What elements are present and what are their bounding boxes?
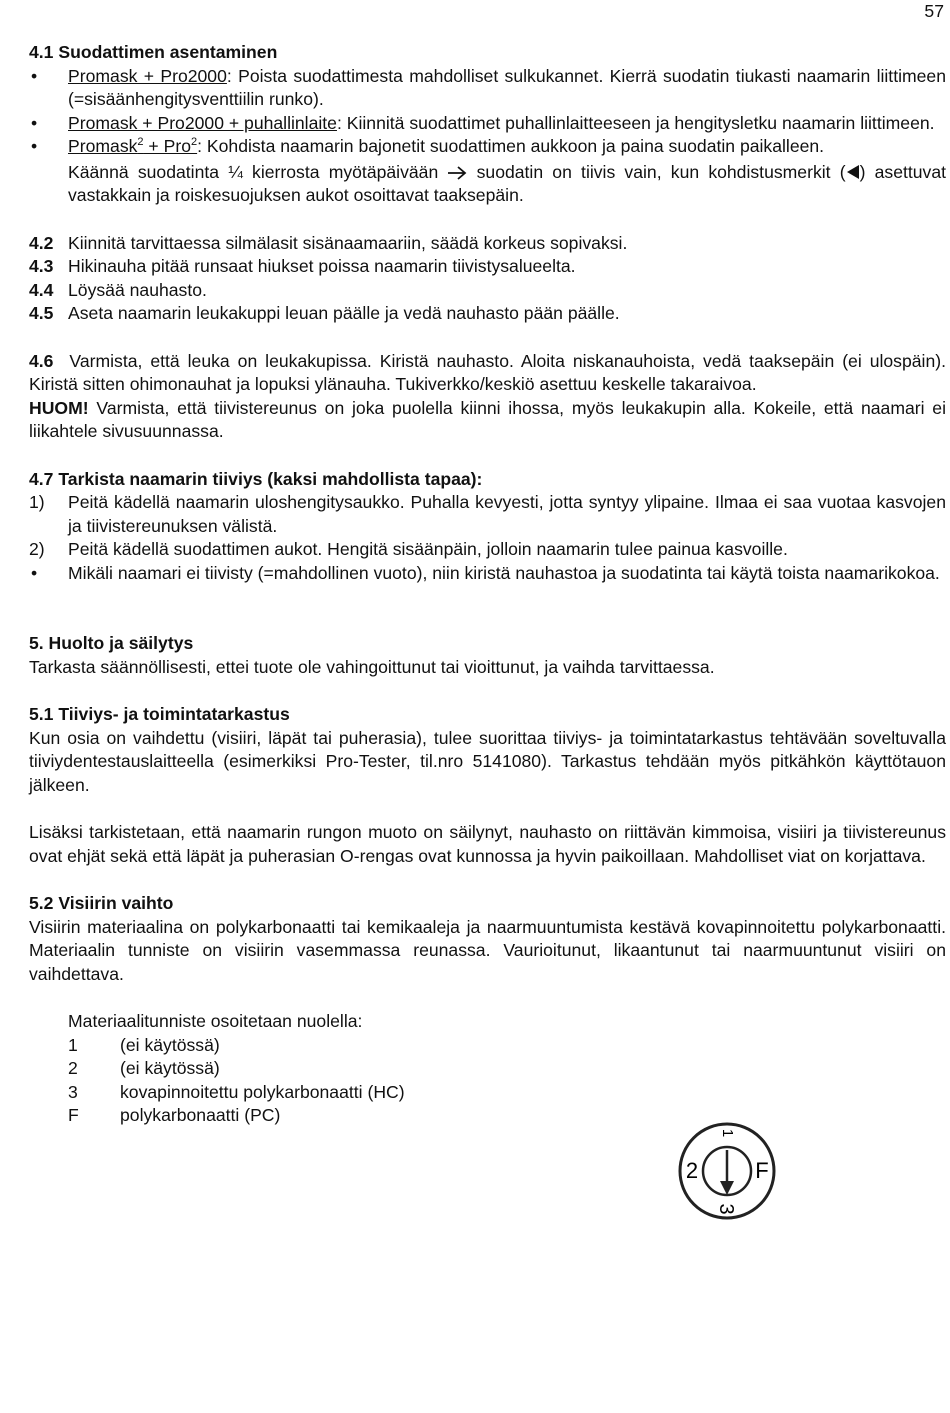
step-4-4 (29, 279, 946, 303)
item-text: Peitä kädellä naamarin uloshengitysaukko. Puhalla kevyesti, jotta syntyy ylipaine. Ilmaa ei saa vuotaa kasvojen ja tiivistereunuksen välistä. (68, 492, 946, 536)
bullet-promask-blower (29, 112, 946, 136)
item-text: Mikäli naamari ei tiivisty (=mahdollinen vuoto), niin kiristä nauhastoa ja suodatinta tai käytä toista naamarikokoa. (68, 562, 940, 583)
item-number: 1) (29, 492, 45, 512)
step-number: 4.6 (29, 350, 54, 371)
material-row: F polykarbonaatti (PC) (68, 1105, 281, 1125)
bullet-icon: • (31, 136, 38, 156)
step-text: Kiinnitä tarvittaessa silmälasit sisänaamaariin, säädä korkeus sopivaksi. (68, 232, 628, 253)
section-5-2-title: 5.2 Visiirin vaihto (29, 893, 174, 913)
bullet-text: : Kiinnitä suodattimet puhallinlaitteeseen ja hengitysletku naamarin liittimeen. (336, 112, 935, 133)
section-5-title: 5. Huolto ja säilytys (29, 633, 194, 653)
material-row: 2 (ei käytössä) (68, 1058, 220, 1078)
product-label: Promask + Pro2000 + puhallinlaite (68, 112, 337, 133)
check-item-1 (29, 491, 946, 538)
section-5-2-paragraph: Visiirin materiaalina on polykarbonaatti tai kemikaaleja ja naarmuuntumista kestävä kovapinnoitettu polykarbonaatti. Materiaalin tunniste on visiirin vasemmassa reunassa. Vaurioitunut, likaantunut tai naarmuuntunut visiiri on vaihdettava. (29, 916, 946, 984)
check-item-bullet (29, 562, 946, 586)
dial-label-right: F (755, 1158, 769, 1183)
note-paragraph (29, 397, 946, 444)
material-intro: Materiaalitunniste osoitetaan nuolella: (68, 1011, 363, 1031)
check-item-2 (29, 538, 946, 562)
item-number: 2) (29, 539, 45, 559)
step-number: 4.5 (29, 303, 54, 323)
section-5-text: Tarkasta säännöllisesti, ettei tuote ole vahingoittunut tai vioittunut, ja vaihda tarvittaessa. (29, 656, 715, 677)
bullet-icon: • (31, 562, 38, 583)
section-4-1-title: 4.1 Suodattimen asentaminen (29, 42, 278, 62)
bullet-text: : Kohdista naamarin bajonetit suodattimen aukkoon ja paina suodatin paikalleen. (197, 136, 825, 156)
section-5-1-title: 5.1 Tiiviys- ja toimintatarkastus (29, 704, 290, 724)
bullet-icon: • (31, 65, 38, 86)
bullet-promask2-pro2 (29, 135, 946, 208)
dial-label-bottom: 3 (715, 1203, 737, 1215)
step-text: Varmista, että leuka on leukakupissa. Kiristä nauhasto. Aloita niskanauhoista, vedä taaksepäin (ei ulospäin). Kiristä sitten ohimonauhat ja lopuksi ylänauha. Tukiverkko/keskiö asettuu keskelle takaraivoa. (29, 350, 946, 394)
section-5-1-paragraph-1: Kun osia on vaihdettu (visiiri, läpät tai puherasia), tulee suorittaa tiiviys- ja toimintatarkastus tehtävään soveltuvalla tiiviydentestauslaitteella (esimerkiksi Pro-Tester, til.nro 5141080). Tarkastus tehdään myös pitkähkön käyttötauon jälkeen. (29, 727, 946, 795)
step-4-3 (29, 255, 946, 279)
bullet-icon: • (31, 112, 38, 133)
product-label: Promask$^2$ + Pro$^2$ (68, 136, 198, 156)
document-body (29, 41, 946, 1128)
item-text: Peitä kädellä suodattimen aukot. Hengitä sisäänpäin, jolloin naamarin tulee painua kasvoille. (68, 539, 788, 559)
dial-label-top: 1 (719, 1128, 736, 1138)
product-label: Promask + Pro2000 (68, 65, 227, 86)
bullet-text: : Poista suodattimesta mahdolliset sulkukannet. Kierrä suodatin tiukasti naamarin liittimeen (=sisäänhengitysventtiilin runko). (68, 65, 947, 109)
material-dial-figure (677, 1121, 777, 1221)
step-number: 4.4 (29, 279, 54, 300)
step-text: Löysää nauhasto. (68, 279, 207, 300)
material-row: 3 kovapinnoitettu polykarbonaatti (HC) (68, 1081, 405, 1102)
step-4-6 (29, 350, 946, 397)
arrow-right-icon (447, 166, 467, 180)
material-legend (68, 1010, 946, 1128)
bullet-continuation: Käännä suodatinta ¼ kierrosta myötäpäivään suodatin on tiivis vain, kun kohdistusmerkit ( ) asettuvat vastakkain ja roiskesuojuksen aukot osoittavat taaksepäin. (68, 161, 947, 205)
step-text: Hikinauha pitää runsaat hiukset poissa naamarin tiivistysalueelta. (68, 256, 576, 276)
bullet-promask-pro2000 (29, 65, 946, 112)
section-5-1-paragraph-2: Lisäksi tarkistetaan, että naamarin rungon muoto on säilynyt, nauhasto on riittävän kimmoisa, visiiri ja tiivistereunus ovat ehjät sekä että läpät ja puherasian O-rengas ovat kunnossa ja hyvin paikoillaan. Mahdolliset viat on korjattava. (29, 822, 946, 866)
step-4-2 (29, 232, 946, 256)
material-row: 1 (ei käytössä) (68, 1034, 220, 1055)
step-text: Aseta naamarin leukakuppi leuan päälle ja vedä nauhasto pään päälle. (68, 303, 620, 323)
note-text: Varmista, että tiivistereunus on joka puolella kiinni ihossa, myös leukakupin alla. Kokeile, että naamari ei liikahtele sivusuunnassa. (29, 397, 946, 441)
step-number: 4.2 (29, 232, 54, 253)
note-label: HUOM! (29, 397, 89, 418)
step-4-5 (29, 302, 946, 326)
page-number: 57 (924, 1, 944, 21)
dial-label-left: 2 (685, 1158, 699, 1183)
triangle-left-icon (846, 164, 860, 180)
step-number: 4.3 (29, 256, 54, 276)
section-4-7-title: 4.7 Tarkista naamarin tiiviys (kaksi mahdollista tapaa): (29, 468, 483, 489)
